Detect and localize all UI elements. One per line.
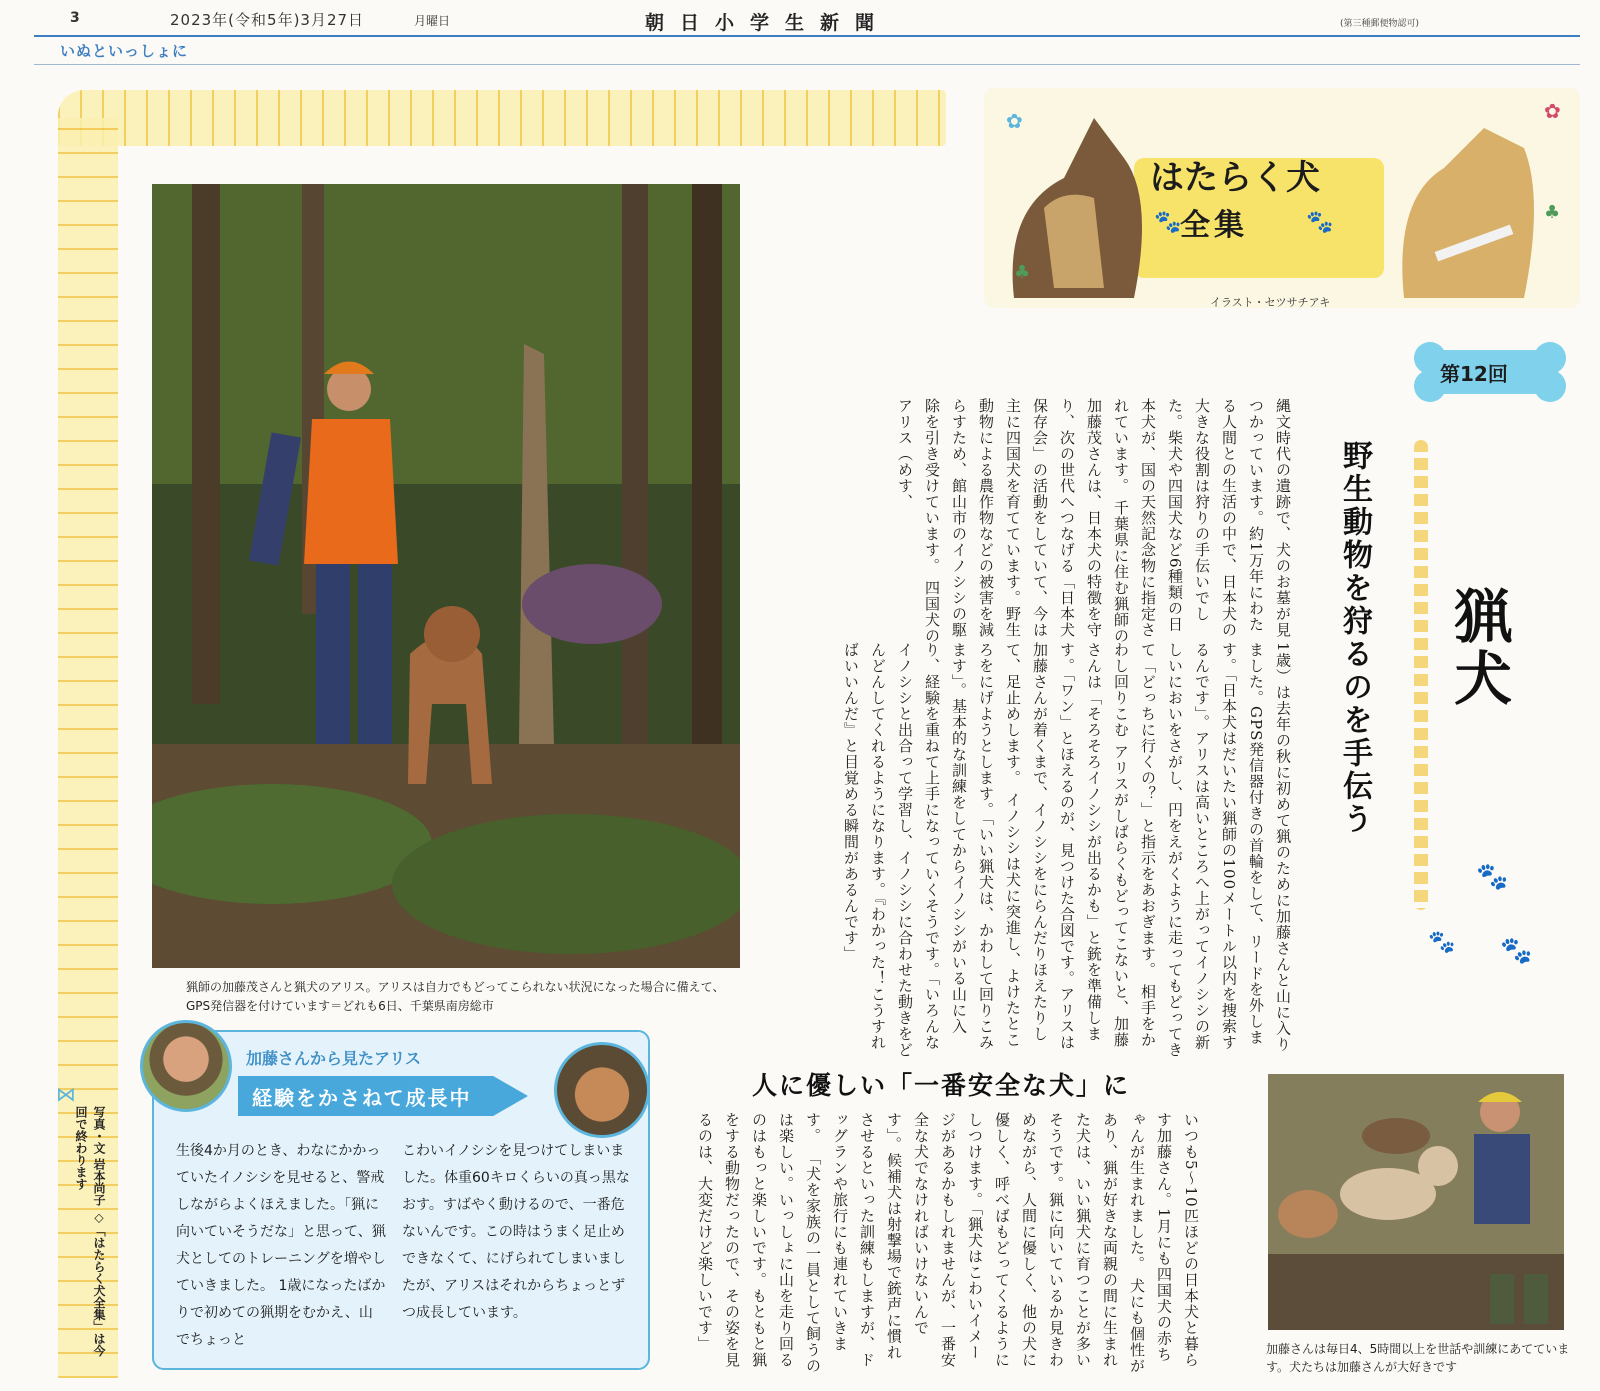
series-title-illustration <box>984 88 1580 308</box>
illustration-credit: イラスト・セツサチアキ <box>1210 296 1331 309</box>
article-body-part-3: いつも5～10匹ほどの日本犬と暮らす加藤さん。1月にも四国犬の赤ちゃんが生まれました。 犬にも個性があり、猟が好きな両親の間に生まれた犬は、いい猟犬に育つことが多いそうです。猟に向いているか見きわめながら、人間に優しく、他の犬に優しく、呼べばもどってくるようにしつけます。「猟犬はこわいイメージがあるかもしれませんが、一番安全な犬でなければいけないんです」。候補犬は射撃場で銃声に慣れさせるといった訓練もしますが、ドッグランや旅行にも連れていきます。 「犬を家族の一員として飼うのは楽しい。いっしょに山を走り回るのはもっと楽しいです。もともと猟をする動物だったので、その姿を見るのは、大変だけど楽しいです」 <box>696 1112 1200 1374</box>
episode-badge <box>1412 340 1568 404</box>
paw-print-icon: 🐾 <box>1306 210 1334 235</box>
profile-text-col-1: 生後4か月のとき、わなにかかっていたイノシシを見せると、警戒しながらよくほえました。「猟に向いていそうだな」と思って、猟犬としてのトレーニングを増やしていきました。 1歳になったばかりで初めての猟期をむかえ、山でちょっと <box>176 1143 386 1348</box>
paper-name-text: 朝日小学生新聞 <box>645 12 891 34</box>
series-title-line2: 全集 <box>1180 208 1248 243</box>
issue-weekday: 月曜日 <box>414 14 451 28</box>
postal-note: (第三種郵便物認可) <box>1340 19 1420 29</box>
svg-text:✿: ✿ <box>1006 109 1023 133</box>
paw-print-icon: 🐾 <box>1428 930 1456 955</box>
svg-text:✿: ✿ <box>1544 99 1561 123</box>
profile-text-col-2: こわいイノシシを見つけてしまいました。体重60キロくらいの真っ黒なおす。すばやく動けるので、一番危ないんです。この時はうまく足止めできなくて、にげられてしまいましたが、アリスはそれからちょっとずつ成長しています。 <box>402 1143 630 1321</box>
article-body-part-2: 1歳）は去年の秋に初めて猟のために加藤さんと山に入りました。GPS発信器付きの首輪をして、リードを外します。「日本犬はだいたい猟師の100メートル以内を捜索するんです」。アリスは高いところへ上がってイノシシの新しいにおいをさがし、円をえがくように走ってもどってきて「どっちに行くの？」と指示をあおぎます。 相手をかわし回りこむ アリスがしばらくもどってこないと、加藤さんは「そろそろイノシシが出るかも」と銃を準備します。「ワン」とほえるのが、見つけた合図です。アリスは加藤さんが着くまで、イノシシをにらんだりほえたりして、足止めします。 イノシシは犬に突進し、よけたところをにげようとします。「いい猟犬は、かわして回りこみます」。基本的な訓練をしてからイノシシがいる山に入り、経験を重ねて上手になっていくそうです。「いろんなイノシシと出合って学習し、イノシシに合わせた動きをどんどんしてくれるようになります。『わかった！こうすればいいんだ』と目覚める瞬間があるんです」 <box>842 642 1292 1058</box>
main-photo-hunter-and-dog <box>152 184 740 968</box>
avatar-alice-dog <box>554 1042 650 1138</box>
series-title-line1: はたらく犬 <box>1150 158 1320 198</box>
paw-print-icon: 🐾 <box>1154 210 1182 235</box>
main-photo-caption: 猟師の加藤茂さんと猟犬のアリス。アリスは自力でもどってこられない状況になった場合に備えて、GPS発信器を付けています＝どれも6日、千葉県南房総市 <box>186 980 725 1013</box>
newspaper-title <box>645 8 890 35</box>
second-photo-caption: 加藤さんは毎日4、5時間以上を世話や訓練にあてています。犬たちは加藤さんが大好きです <box>1266 1342 1570 1374</box>
svg-text:♣: ♣ <box>1544 202 1561 223</box>
byline-credit: 写真・文 岩本尚子 ◇「はたらく犬全集」は今回で終わります <box>74 1106 106 1357</box>
headline-main: 猟犬 <box>1444 586 1512 710</box>
svg-text:♣: ♣ <box>1014 262 1031 283</box>
second-photo-illustration <box>1268 1074 1564 1330</box>
yellow-border-top <box>58 90 946 146</box>
episode-number: 第12回 <box>1440 362 1508 386</box>
avatar-kato <box>140 1020 232 1112</box>
section2-headline: 人に優しい「一番安全な犬」に <box>752 1071 1131 1100</box>
page-number: 3 <box>70 10 80 26</box>
main-photo-illustration <box>152 184 740 968</box>
ribbon-icon: ⋈ <box>56 1082 76 1106</box>
article-body-part-1: 縄文時代の遺跡で、犬のお墓が見つかっています。約1万年にわたる人間との生活の中で、日本犬の大きな役割は狩りの手伝いでした。柴犬や四国犬など6種類の日本犬が、国の天然記念物に指定されています。 千葉県に住む猟師の加藤茂さんは、日本犬の特徴を守り、次の世代へつなげる「日本犬保存会」の活動をしていて、今は主に四国犬を育てています。野生動物による農作物などの被害を減らすため、館山市のイノシシの駆除を引き受けています。 四国犬のアリス（めす、 <box>896 398 1292 644</box>
paw-print-icon: 🐾 <box>1500 936 1533 966</box>
header-rule <box>34 35 1580 37</box>
profile-from-label: 加藤さんから見たアリス <box>246 1049 422 1068</box>
photo-hunter-with-dogs <box>1268 1074 1564 1330</box>
profile-banner-text: 経験をかさねて成長中 <box>252 1086 472 1110</box>
decorative-wavy-line <box>1414 440 1428 910</box>
paw-print-icon: 🐾 <box>1476 862 1509 892</box>
issue-date: 2023年(令和5年)3月27日 <box>170 11 365 29</box>
headline-sub: 野生動物を狩るのを手伝う <box>1337 440 1372 836</box>
section-rule <box>34 64 1580 65</box>
section-title: いぬといっしょに <box>60 42 189 60</box>
